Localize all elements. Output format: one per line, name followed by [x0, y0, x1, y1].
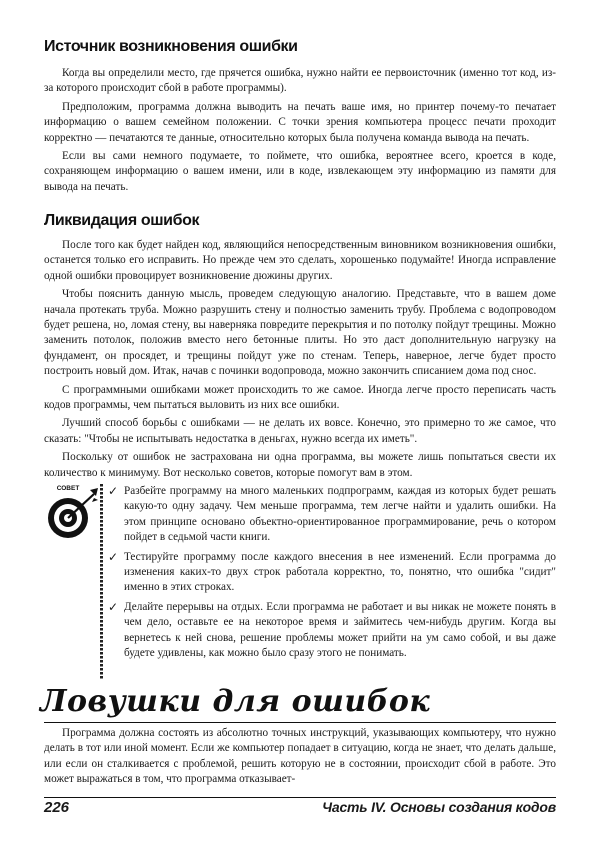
list-item — [108, 600, 556, 662]
paragraph: Предположим, программа должна выводить на печать ваше имя, но принтер почему-то печатает информацию о вашем семейном положении. С точки зрения компьютера процесс печати проходит корректно — печатаются те данные, относительно которых была получена команда вывода на печать. — [44, 100, 556, 144]
list-item-text: Делайте перерывы на отдых. Если программа не работает и вы никак не можете понять в чем дело, оставьте ее на некоторое время и займитесь чем-нибудь другим. Когда вы вернетесь к ней снова, решение проблемы может прийти на ум само собой, и вы даже будете удивлены, как можно было сразу этого не понимать. — [124, 600, 556, 660]
section-body-error-source — [44, 66, 556, 198]
paragraph: Лучший способ борьбы с ошибками — не делать их вовсе. Конечно, это примерно то же самое, что сказать: "Чтобы не испытывать недостатка в деньгах, нужно всегда их иметь". — [44, 417, 556, 445]
list-item — [108, 550, 556, 596]
section-heading-error-fixing: Ликвидация ошибок — [44, 212, 200, 229]
advice-target-icon — [46, 482, 100, 548]
page-number: 226 — [44, 799, 70, 816]
paragraph: Если вы сами немного подумаете, то поймете, что ошибка, вероятнее всего, кроется в коде, сохраняющем информацию о вашем имени, или в коде, извлекающем эту информацию из памяти для вывода на печать. — [44, 150, 556, 193]
paragraph: После того как будет найден код, являющийся непосредственным виновником возникновения ошибки, останется только его исправить. Но прежде чем это сделать, хорошенько подумайте! Иногда исправление одной ошибки провоцирует возникновение дюжины других. — [44, 239, 556, 282]
paragraph: С программными ошибками может происходить то же самое. Иногда легче просто переписать часть кодов программы, чем пытаться выловить из них все ошибки. — [44, 383, 556, 412]
section-heading-error-source: Источник возникновения ошибки — [44, 38, 298, 55]
checkmark-icon: ✓ — [108, 484, 119, 498]
list-item-text: Тестируйте программу после каждого внесения в нее изменений. Если программа до изменения каких-то двух строк работала корректно, то, понятно, что ошибка "сидит" именно в этих строках. — [124, 550, 556, 594]
paragraph: Когда вы определили место, где прячется ошибка, нужно найти ее первоисточник (именно тот код, из-за которого происходит сбой в работе программы). — [44, 67, 556, 95]
advice-list — [108, 484, 556, 665]
advice-dotted-rule — [100, 484, 103, 680]
paragraph: Поскольку от ошибок не застрахована ни одна программа, вы можете лишь попытаться свести их количество к минимуму. Вот несколько советов, которые помогут вам в этом. — [44, 451, 556, 479]
running-head: Часть IV. Основы создания кодов — [322, 799, 556, 815]
section-body-error-fixing — [44, 238, 556, 484]
chapter-section-title: Ловушки для ошибок — [40, 684, 431, 719]
list-item-text: Разбейте программу на много маленьких подпрограмм, каждая из которых будет решать какую-то одну задачу. Чем меньше программа, тем легче найти и удалить ошибки. На этом принципе основано объектно-ориентированное программирование, речь о котором пойдет в седьмой части книги. — [124, 485, 556, 544]
title-underline — [44, 722, 556, 723]
checkmark-icon: ✓ — [108, 599, 119, 614]
section-body-error-traps — [44, 726, 556, 791]
footer-rule — [44, 797, 556, 798]
advice-label: СОВЕТ — [56, 485, 80, 492]
paragraph: Программа должна состоять из абсолютно точных инструкций, указывающих компьютеру, что нужно делать в тот или иной момент. Если же компьютер попадает в ситуацию, когда не знает, что делать дальше, или если он сталкивается с проблемой, решить которую не в состоянии, происходит сбой в работе. Это может выражаться в том, что программа отказывает- — [44, 727, 556, 786]
list-item — [108, 484, 556, 546]
paragraph: Чтобы пояснить данную мысль, проведем следующую аналогию. Представьте, что в вашем доме начала протекать труба. Можно разрушить стену и полностью заменить трубу. Проблема с водопроводом будет решена, но, ломая стену, вы наверняка повредите перекрытия и по потолку пойдут трещины. Можно заменить потолок, положив вместо него бетонные плиты. Но это даст дополнительную нагрузку на фундамент, он просядет, и трещины пойдут уже по стенам. Теперь, наверное, легче будет просто построить новый дом. Итак, начав с починки водопровода, можно закончить списанием дома под снос. — [44, 288, 556, 378]
checkmark-icon: ✓ — [108, 549, 119, 564]
